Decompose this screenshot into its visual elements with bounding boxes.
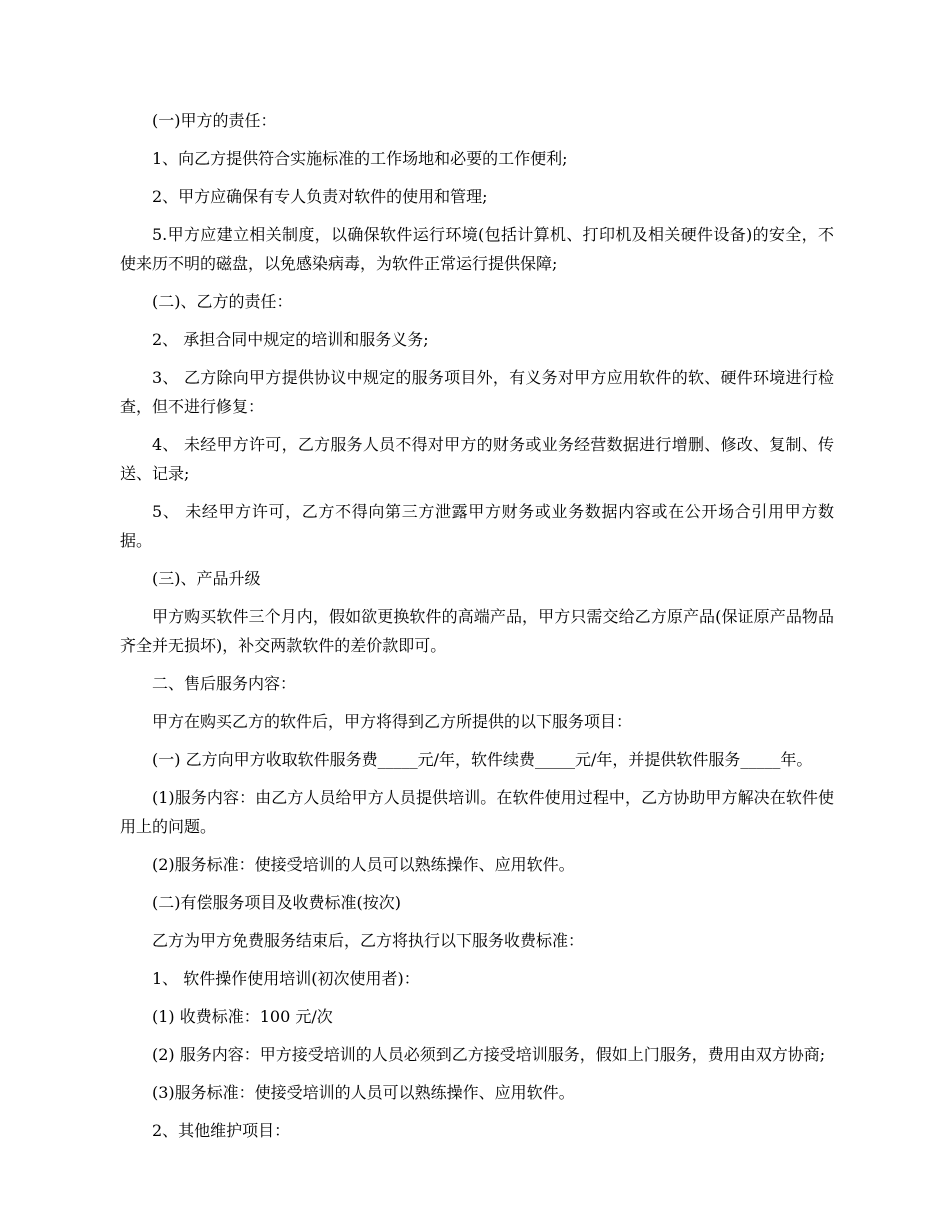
paragraph: 甲方购买软件三个月内，假如欲更换软件的高端产品，甲方只需交给乙方原产品(保证原产品物品齐全并无损坏)，补交两款软件的差价款即可。 (120, 607, 834, 655)
paragraph: 1、 软件操作使用培训(初次使用者)： (152, 969, 420, 988)
paragraph: 5、 未经甲方许可，乙方不得向第三方泄露甲方财务或业务数据内容或在公开场合引用甲方数据。 (120, 502, 834, 550)
section-heading-product-upgrade: (三)、产品升级 (152, 569, 261, 588)
section-heading-paid-services: (二)有偿服务项目及收费标准(按次) (152, 893, 401, 912)
paragraph: (2) 服务内容：甲方接受培训的人员必须到乙方接受培训服务，假如上门服务，费用由双方协商; (152, 1045, 826, 1064)
paragraph: (3)服务标准：使接受培训的人员可以熟练操作、应用软件。 (152, 1083, 575, 1102)
paragraph: 乙方为甲方免费服务结束后，乙方将执行以下服务收费标准： (152, 931, 585, 950)
paragraph: (1)服务内容：由乙方人员给甲方人员提供培训。在软件使用过程中，乙方协助甲方解决在软件使用上的问题。 (120, 788, 834, 836)
paragraph: 2、甲方应确保有专人负责对软件的使用和管理; (152, 187, 488, 206)
section-heading-party-a-duties: (一)甲方的责任： (152, 111, 277, 130)
paragraph: 甲方在购买乙方的软件后，甲方将得到乙方所提供的以下服务项目： (152, 712, 633, 731)
section-heading-after-sales: 二、售后服务内容： (152, 674, 297, 693)
paragraph: 2、 承担合同中规定的培训和服务义务; (152, 330, 429, 349)
paragraph: 1、向乙方提供符合实施标准的工作场地和必要的工作便利; (152, 149, 568, 168)
paragraph: (一) 乙方向甲方收取软件服务费_____元/年，软件续费_____元/年，并提供软件服务_____年。 (152, 750, 813, 769)
paragraph: (2)服务标准：使接受培训的人员可以熟练操作、应用软件。 (152, 855, 575, 874)
paragraph: (1) 收费标准：100 元/次 (152, 1007, 333, 1026)
section-heading-party-b-duties: (二)、乙方的责任： (152, 292, 293, 311)
paragraph: 4、 未经甲方许可，乙方服务人员不得对甲方的财务或业务经营数据进行增删、修改、复制、传送、记录; (120, 435, 834, 483)
document-body (120, 106, 834, 1154)
paragraph: 2、其他维护项目： (152, 1121, 291, 1140)
paragraph: 3、 乙方除向甲方提供协议中规定的服务项目外，有义务对甲方应用软件的软、硬件环境进行检查，但不进行修复： (120, 368, 834, 416)
paragraph: 5.甲方应建立相关制度，以确保软件运行环境(包括计算机、打印机及相关硬件设备)的安全，不使来历不明的磁盘，以免感染病毒，为软件正常运行提供保障; (120, 225, 834, 273)
